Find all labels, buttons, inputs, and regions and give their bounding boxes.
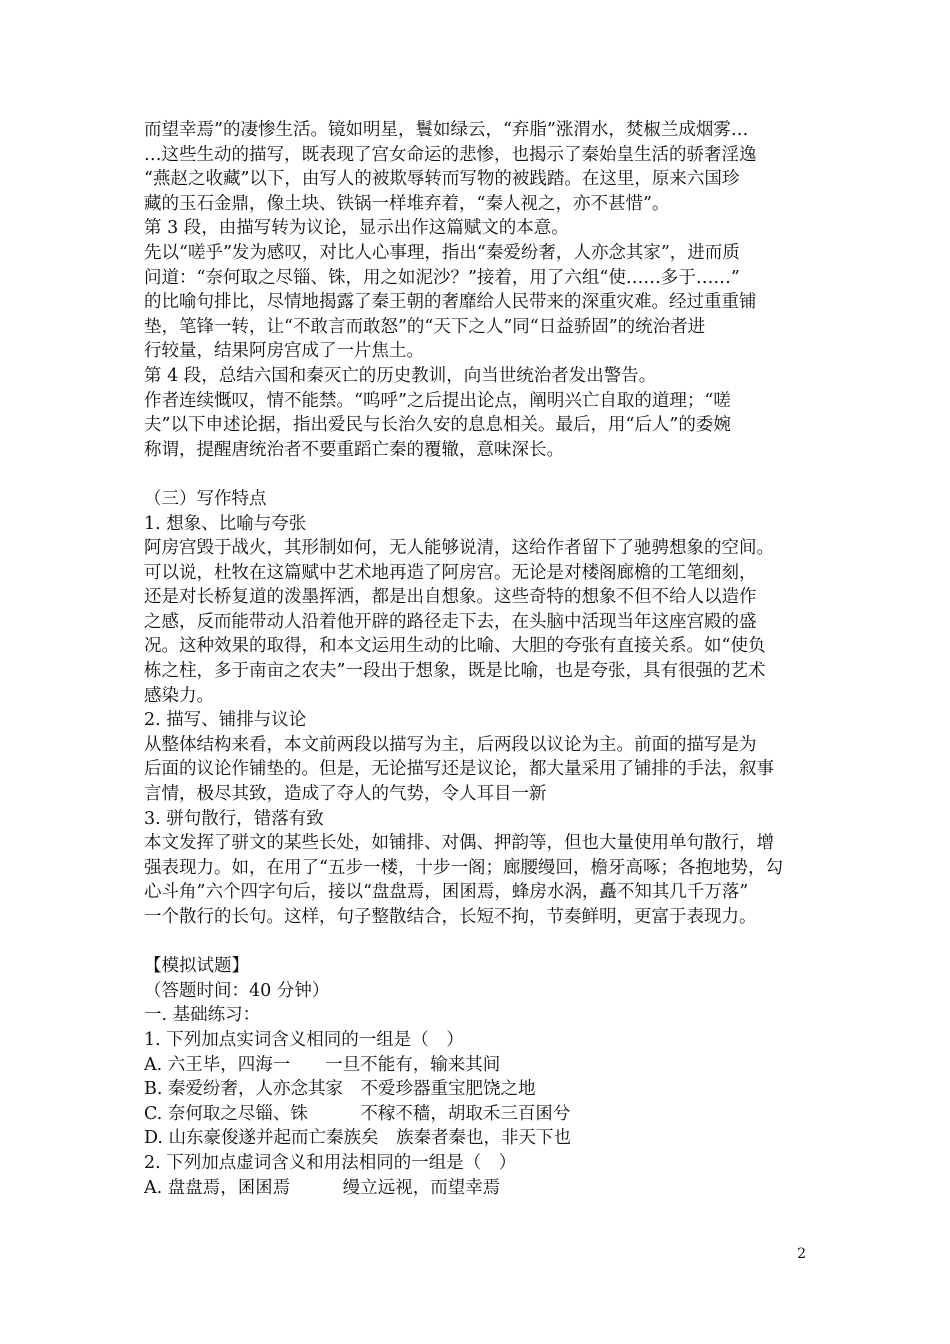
text-line: 强表现力。如，在用了“五步一楼，十步一阁；廊腰缦回，檐牙高啄；各抱地势，勾: [144, 857, 783, 878]
page-number: 2: [797, 1246, 806, 1262]
blank-line: [144, 462, 808, 487]
option-line: A. 盘盘焉，囷囷焉 缦立远视，而望幸焉: [144, 1177, 501, 1198]
text-line: 一个散行的长句。这样，句子整散结合，长短不拘，节奏鲜明，更富于表现力。: [144, 907, 757, 927]
text-line: 阿房宫毁于战火，其形制如何，无人能够说清，这给作者留下了驰骋想象的空间。: [144, 538, 774, 559]
document-body: [144, 118, 808, 1200]
text-line: 先以“嗟乎”发为感叹，对比人心事理，指出“秦爱纷奢，人亦念其家”，进而质: [144, 242, 740, 263]
text-line: 从整体结构来看，本文前两段以描写为主，后两段以议论为主。前面的描写是为: [144, 734, 757, 755]
text-line: 称谓，提醒唐统治者不要重蹈亡秦的覆辙，意味深长。: [144, 439, 564, 460]
text-line: 作者连续慨叹，情不能禁。“呜呼”之后提出论点，阐明兴亡自取的道理；“嗟: [144, 390, 731, 411]
option-line: B. 秦爱纷奢，人亦念其家 不爱珍器重宝肥饶之地: [144, 1079, 536, 1100]
option-line: C. 奈何取之尽锱、铢 不稼不穑，胡取禾三百囷兮: [144, 1103, 571, 1124]
text-line: 行较量，结果阿房宫成了一片焦土。: [144, 341, 424, 362]
section-heading: （三）写作特点: [144, 488, 267, 509]
text-line: 还是对长桥复道的泼墨挥洒，都是出自想象。这些奇特的想象不但不给人以造作: [144, 587, 757, 608]
text-line: 之感，反而能带动人沿着他开辟的路径走下去，在头脑中活现当年这座宫殿的盛: [144, 611, 757, 632]
text-line: 心斗角”六个四字句后，接以“盘盘焉，囷囷焉，蜂房水涡，矗不知其几千万落”: [144, 882, 749, 903]
text-line: 后面的议论作铺垫的。但是，无论描写还是议论，都大量采用了铺排的手法，叙事: [144, 759, 774, 780]
question-line: 1. 下列加点实词含义相同的一组是（ ）: [144, 1029, 464, 1050]
text-line: 而望幸焉”的凄惨生活。镜如明星，鬟如绿云，“弃脂”涨渭水，焚椒兰成烟雾…: [144, 120, 749, 140]
text-line: 况。这种效果的取得，和本文运用生动的比喻、大胆的夸张有直接关系。如“使负: [144, 636, 766, 657]
option-line: D. 山东豪俊遂并起而亡秦族矣 族秦者秦也，非天下也: [144, 1128, 572, 1149]
text-line: 感染力。: [144, 685, 214, 706]
text-line: 可以说，杜牧在这篇赋中艺术地再造了阿房宫。无论是对楼阁廊檐的工笔细刻，: [144, 562, 757, 583]
text-line: 问道：“奈何取之尽锱、铢，用之如泥沙？”接着，用了六组“使……多于……”: [144, 267, 740, 288]
subheading: 一. 基础练习：: [144, 1005, 261, 1026]
text-line: 本文发挥了骈文的某些长处，如铺排、对偶、押韵等，但也大量使用单句散行，增: [144, 833, 774, 854]
text-line: 第 4 段，总结六国和秦灭亡的历史教训，向当世统治者发出警告。: [144, 365, 657, 386]
option-line: A. 六王毕，四海一 一旦不能有，输来其间: [144, 1054, 501, 1075]
text-line: 垫，笔锋一转，让“不敢言而敢怒”的“天下之人”同“日益骄固”的统治者进: [144, 316, 706, 337]
question-line: 2. 下列加点虚词含义和用法相同的一组是（ ）: [144, 1152, 517, 1173]
subheading: 3. 骈句散行，错落有致: [144, 808, 324, 829]
subheading: 2. 描写、铺排与议论: [144, 710, 307, 731]
text-line: 藏的玉石金鼎，像土块、铁锅一样堆弃着，“秦人视之，亦不甚惜”。: [144, 193, 670, 214]
text-line: 第 3 段，由描写转为议论，显示出作这篇赋文的本意。: [144, 218, 569, 239]
section-heading: 【模拟试题】: [144, 956, 249, 977]
text-line: 栋之柱，多于南亩之农夫”一段出于想象，既是比喻，也是夸张，具有很强的艺术: [144, 661, 766, 682]
blank-line: [144, 930, 808, 955]
subheading: 1. 想象、比喻与夸张: [144, 513, 307, 534]
text-line: 的比喻句排比，尽情地揭露了秦王朝的奢靡给人民带来的深重灾难。经过重重铺: [144, 292, 757, 313]
text-line: 夫”以下申述论据，指出爱民与长治久安的息息相关。最后，用“后人”的委婉: [144, 415, 731, 436]
text-line: …这些生动的描写，既表现了宫女命运的悲惨，也揭示了秦始皇生活的骄奢淫逸: [144, 144, 757, 165]
text-line: 言情，极尽其致，造成了夺人的气势，令人耳目一新: [144, 784, 547, 805]
text-line: “燕赵之收藏”以下，由写人的被欺辱转而写物的被践踏。在这里，原来六国珍: [144, 169, 740, 190]
text-line: （答题时间：40 分钟）: [144, 980, 330, 1001]
